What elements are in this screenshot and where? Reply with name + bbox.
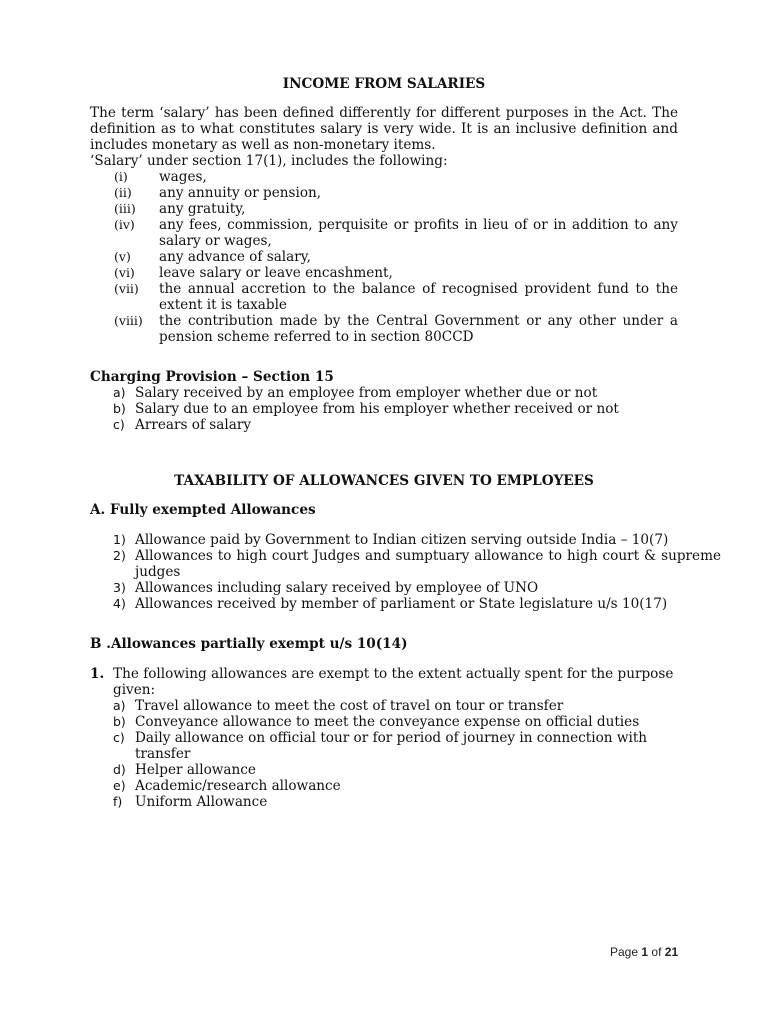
page-of-label: of (651, 945, 662, 959)
list-item-marker: (vi) (114, 265, 135, 280)
section-b-item (113, 730, 678, 762)
section-b-point-text: The following allowances are exempt to the extent actually spent for the purpose given: (113, 666, 674, 698)
list-item-marker: 4) (113, 596, 126, 611)
list-item-marker: a) (113, 698, 126, 713)
list-item-marker: e) (113, 778, 126, 793)
list-item-text: any fees, commission, perquisite or profits in lieu of or in addition to any salary or wages, (159, 217, 678, 249)
section-a-list (90, 532, 721, 612)
charging-item (113, 385, 678, 401)
salary-item (114, 313, 678, 345)
list-item-marker: 1) (113, 532, 126, 547)
salary-item (114, 169, 678, 185)
page-total: 21 (664, 945, 679, 959)
section-a-item (113, 532, 721, 548)
list-item-text: Allowances to high court Judges and sumptuary allowance to high court & supreme judges (135, 548, 721, 580)
section-b-item (113, 778, 678, 794)
list-item-marker: 2) (113, 548, 126, 563)
salary-item (114, 249, 678, 265)
intro-paragraph: The term ‘salary’ has been defined differently for different purposes in the Act. The definition as to what constitutes salary is very wide. It is an inclusive definition and includes monetary as well as non-monetary items. (90, 105, 678, 153)
section-a-item (113, 580, 721, 596)
section-b-point (90, 666, 678, 698)
page-label: Page (610, 945, 639, 959)
list-item-text: Helper allowance (135, 762, 256, 778)
list-item-text: wages, (159, 169, 207, 185)
section-b-list (90, 698, 678, 810)
list-item-text: leave salary or leave encashment, (159, 265, 393, 281)
salary-item (114, 185, 678, 201)
list-item-text: Allowance paid by Government to Indian citizen serving outside India – 10(7) (135, 532, 669, 548)
list-item-text: Daily allowance on official tour or for period of journey in connection with transfer (135, 730, 648, 762)
section-b-item (113, 698, 678, 714)
list-item-marker: (iv) (114, 217, 135, 232)
list-item-marker: c) (113, 417, 125, 432)
list-item-text: any gratuity, (159, 201, 246, 217)
list-item-marker: (ii) (114, 185, 132, 200)
list-item-text: the annual accretion to the balance of recognised provident fund to the extent it is taxable (159, 281, 678, 313)
list-item-marker: d) (113, 762, 126, 777)
list-item-text: Allowances including salary received by employee of UNO (135, 580, 539, 596)
section-a-item (113, 548, 721, 580)
charging-item (113, 417, 678, 433)
list-item-marker: (v) (114, 249, 131, 264)
list-intro: ‘Salary’ under section 17(1), includes the following: (90, 153, 448, 169)
salary-item (114, 201, 678, 217)
page-title: INCOME FROM SALARIES (282, 76, 486, 92)
list-item-marker: b) (113, 401, 126, 416)
charging-items-list (90, 385, 678, 433)
section-a-heading: A. Fully exempted Allowances (90, 502, 316, 518)
list-item-marker: f) (113, 794, 123, 809)
list-item-text: Salary received by an employee from employer whether due or not (135, 385, 598, 401)
salary-items-list (90, 169, 678, 345)
list-item-marker: a) (113, 385, 126, 400)
list-item-marker: b) (113, 714, 126, 729)
list-item-text: Conveyance allowance to meet the conveyance expense on official duties (135, 714, 640, 730)
section-b-item (113, 794, 678, 810)
section-a-item (113, 596, 721, 612)
page-footer (610, 944, 678, 960)
section-b-item (113, 714, 678, 730)
list-item-marker: (i) (114, 169, 128, 184)
list-item-text: Allowances received by member of parliament or State legislature u/s 10(17) (135, 596, 668, 612)
charging-heading: Charging Provision – Section 15 (90, 369, 334, 385)
list-item-text: Academic/research allowance (135, 778, 341, 794)
list-item-text: Salary due to an employee from his employer whether received or not (135, 401, 619, 417)
document-page (90, 76, 721, 810)
list-item-text: Arrears of salary (135, 417, 252, 433)
list-item-text: the contribution made by the Central Government or any other under a pension scheme referred to in section 80CCD (159, 313, 678, 345)
page-number: 1 (641, 945, 649, 959)
section-b-point-number: 1. (90, 666, 105, 682)
section-b-heading: B .Allowances partially exempt u/s 10(14) (90, 636, 408, 652)
list-item-text: any advance of salary, (159, 249, 311, 265)
salary-item (114, 265, 678, 281)
list-item-marker: c) (113, 730, 125, 745)
section-b-item (113, 762, 678, 778)
list-item-text: any annuity or pension, (159, 185, 322, 201)
taxability-title: TAXABILITY OF ALLOWANCES GIVEN TO EMPLOYEES (174, 473, 594, 489)
list-item-marker: (iii) (114, 201, 136, 216)
list-item-marker: 3) (113, 580, 126, 595)
list-item-text: Uniform Allowance (135, 794, 268, 810)
salary-item (114, 217, 678, 249)
list-item-marker: (vii) (114, 281, 139, 296)
list-item-text: Travel allowance to meet the cost of travel on tour or transfer (135, 698, 564, 714)
salary-item (114, 281, 678, 313)
charging-item (113, 401, 678, 417)
list-item-marker: (viii) (114, 313, 143, 328)
